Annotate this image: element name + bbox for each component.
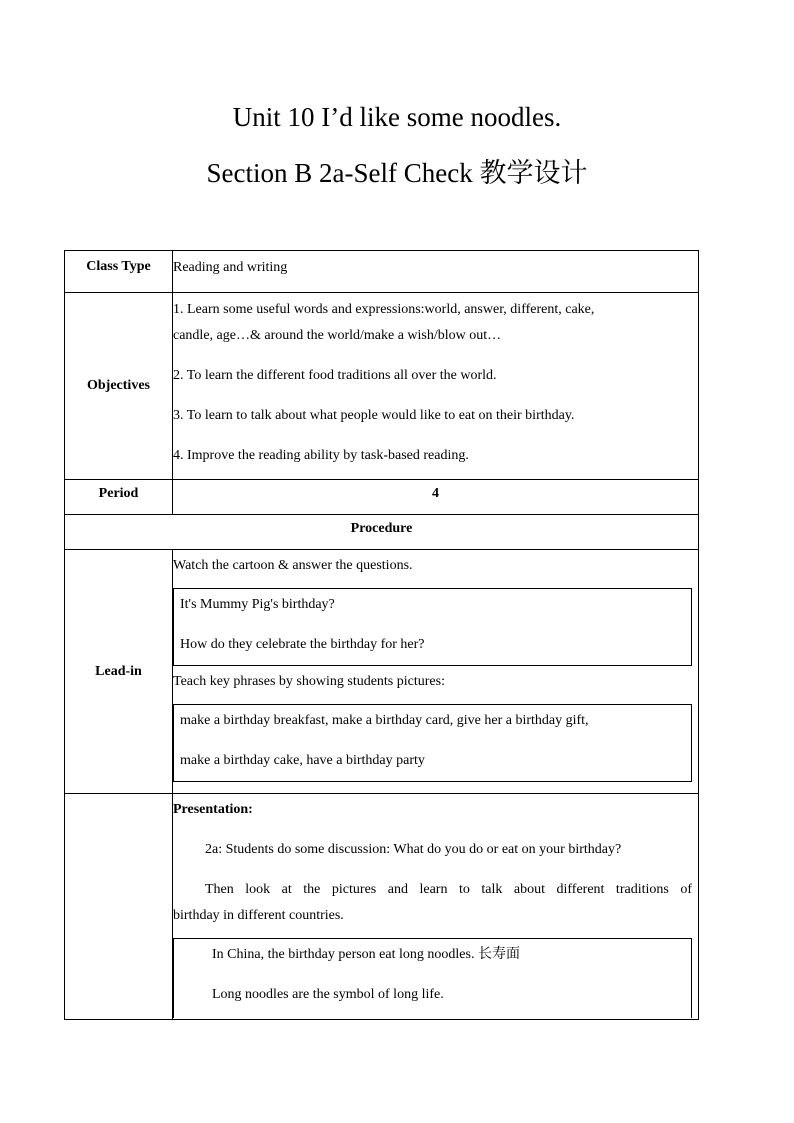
lead-in-content-cell <box>173 550 699 794</box>
presentation-line-1: 2a: Students do some discussion: What do you do or eat on your birthday? <box>205 842 622 857</box>
document-subtitle: Section B 2a-Self Check 教学设计 <box>206 158 588 188</box>
lead-in-question-1: It's Mummy Pig's birthday? <box>180 597 335 612</box>
row-objectives <box>65 293 699 480</box>
lead-in-label-cell <box>65 550 173 794</box>
period-value: 4 <box>432 486 439 501</box>
row-procedure <box>65 515 699 550</box>
lead-in-phrases-box <box>173 704 692 782</box>
procedure-cell <box>65 515 699 550</box>
presentation-line-2b: birthday in different countries. <box>173 908 344 923</box>
lead-in-phrases-2: make a birthday cake, have a birthday party <box>180 753 425 768</box>
objectives-label: Objectives <box>87 378 150 393</box>
period-value-cell <box>173 480 699 515</box>
presentation-china-line-1: In China, the birthday person eat long noodles. 长寿面 <box>212 947 520 962</box>
row-period <box>65 480 699 515</box>
presentation-china-box <box>173 938 692 1018</box>
lead-in-middle: Teach key phrases by showing students pictures: <box>173 674 445 689</box>
objective-1b: candle, age…& around the world/make a wish/blow out… <box>173 328 502 343</box>
lead-in-phrases-1: make a birthday breakfast, make a birthday card, give her a birthday gift, <box>180 713 589 728</box>
lead-in-intro: Watch the cartoon & answer the questions. <box>173 558 413 573</box>
period-label-cell <box>65 480 173 515</box>
row-lead-in <box>65 550 699 794</box>
row-class-type <box>65 251 699 293</box>
document-title: Unit 10 I’d like some noodles. <box>232 102 562 132</box>
lead-in-question-2: How do they celebrate the birthday for her? <box>180 637 425 652</box>
objective-4: 4. Improve the reading ability by task-based reading. <box>173 448 469 463</box>
presentation-content-cell <box>173 794 699 1020</box>
lesson-plan-table <box>64 250 699 1020</box>
objectives-label-cell <box>65 293 173 480</box>
lead-in-label: Lead-in <box>95 663 142 679</box>
procedure-heading: Procedure <box>350 521 413 536</box>
objective-1a: 1. Learn some useful words and expressions:world, answer, different, cake, <box>173 302 595 317</box>
objective-3: 3. To learn to talk about what people would like to eat on their birthday. <box>173 408 575 423</box>
presentation-china-line-2: Long noodles are the symbol of long life. <box>212 987 444 1002</box>
objectives-value-cell <box>173 293 699 480</box>
class-type-label: Class Type <box>86 259 151 274</box>
presentation-heading: Presentation: <box>173 802 253 817</box>
class-type-value-cell <box>173 251 699 293</box>
period-label: Period <box>98 486 139 501</box>
objective-2: 2. To learn the different food traditions all over the world. <box>173 368 497 383</box>
presentation-label-cell <box>65 794 173 1020</box>
row-presentation <box>65 794 699 1020</box>
lead-in-questions-box <box>173 588 692 666</box>
presentation-line-2a: Then look at the pictures and learn to talk about different traditions of <box>205 882 692 897</box>
class-type-label-cell <box>65 251 173 293</box>
class-type-value: Reading and writing <box>173 260 288 275</box>
